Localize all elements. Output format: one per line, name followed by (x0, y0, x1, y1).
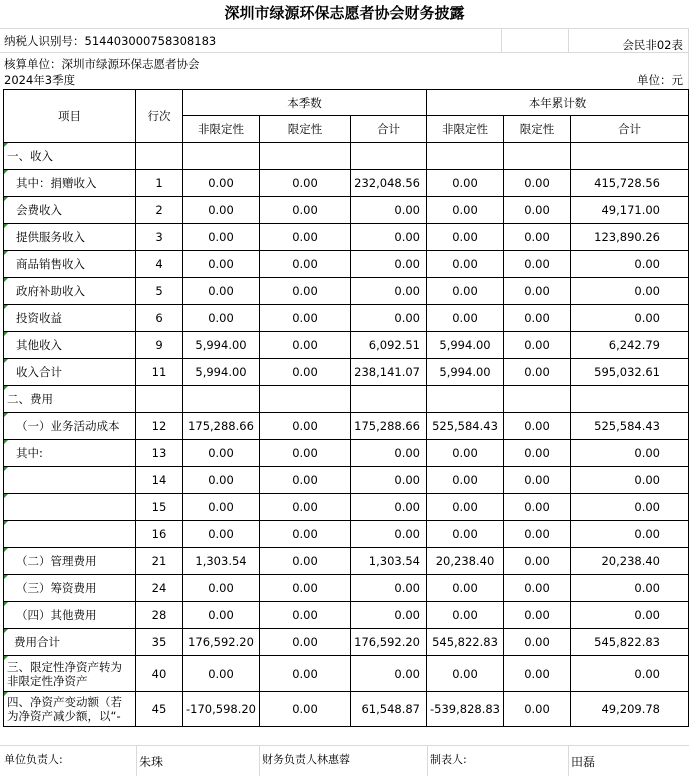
y-unrestricted-cell: 0.00 (427, 251, 504, 278)
row-item: 一、收入 (4, 143, 136, 170)
table-row (4, 143, 689, 170)
table-row (4, 359, 689, 386)
y-restricted-cell: 0.00 (504, 170, 571, 197)
y-unrestricted-cell: 20,238.40 (427, 548, 504, 575)
q-restricted-cell (260, 143, 351, 170)
y-restricted-cell (504, 386, 571, 413)
q-restricted-cell: 0.00 (260, 548, 351, 575)
y-total-cell: 6,242.79 (571, 332, 689, 359)
grid-line (501, 28, 502, 52)
row-item (4, 467, 136, 494)
y-unrestricted-cell: 0.00 (427, 575, 504, 602)
row-line-number: 35 (136, 629, 183, 656)
q-restricted-cell: 0.00 (260, 467, 351, 494)
y-restricted-cell: 0.00 (504, 359, 571, 386)
y-total-cell (571, 386, 689, 413)
q-unrestricted-cell: 0.00 (183, 170, 260, 197)
y-restricted-cell: 0.00 (504, 305, 571, 332)
q-unrestricted-cell: 0.00 (183, 305, 260, 332)
q-unrestricted-cell: 0.00 (183, 602, 260, 629)
table-row (4, 251, 689, 278)
q-restricted-cell: 0.00 (260, 494, 351, 521)
q-unrestricted-cell: 0.00 (183, 494, 260, 521)
table-row (4, 413, 689, 440)
table-row (4, 278, 689, 305)
q-unrestricted-cell: 176,592.20 (183, 629, 260, 656)
table-row (4, 521, 689, 548)
y-total-cell: 0.00 (571, 656, 689, 692)
col-line-header: 行次 (136, 90, 183, 143)
q-unrestricted-cell: 0.00 (183, 575, 260, 602)
q-total-cell: 0.00 (351, 521, 427, 548)
q-restricted-cell: 0.00 (260, 692, 351, 727)
y-restricted-cell: 0.00 (504, 224, 571, 251)
q-unrestricted-cell: 5,994.00 (183, 359, 260, 386)
accounting-unit: 核算单位：深圳市绿源环保志愿者协会 (4, 57, 200, 71)
row-line-number: 1 (136, 170, 183, 197)
y-restricted-cell: 0.00 (504, 197, 571, 224)
y-restricted-cell: 0.00 (504, 413, 571, 440)
y-restricted-cell: 0.00 (504, 656, 571, 692)
y-restricted-cell: 0.00 (504, 629, 571, 656)
y-unrestricted-cell: 0.00 (427, 278, 504, 305)
q-unrestricted-cell (183, 143, 260, 170)
q-total-cell: 0.00 (351, 467, 427, 494)
y-restricted-cell: 0.00 (504, 278, 571, 305)
q-restricted-cell: 0.00 (260, 440, 351, 467)
q-restricted-cell: 0.00 (260, 413, 351, 440)
y-restricted-cell: 0.00 (504, 548, 571, 575)
y-restricted-header: 限定性 (504, 116, 571, 143)
row-item: 二、费用 (4, 386, 136, 413)
q-total-cell (351, 143, 427, 170)
q-total-cell: 0.00 (351, 656, 427, 692)
q-unrestricted-cell: 0.00 (183, 224, 260, 251)
row-item (4, 521, 136, 548)
y-unrestricted-cell: 0.00 (427, 467, 504, 494)
y-total-cell: 0.00 (571, 494, 689, 521)
row-item: 商品销售收入 (4, 251, 136, 278)
report-title: 深圳市绿源环保志愿者协会财务披露 (224, 4, 465, 22)
q-restricted-cell: 0.00 (260, 359, 351, 386)
table-row (4, 440, 689, 467)
table-row (4, 629, 689, 656)
row-line-number: 3 (136, 224, 183, 251)
col-ytd-header: 本年累计数 (427, 90, 689, 116)
row-line-number: 16 (136, 521, 183, 548)
row-item: 政府补助收入 (4, 278, 136, 305)
grid-line (0, 52, 689, 53)
y-total-cell: 0.00 (571, 521, 689, 548)
row-line-number: 28 (136, 602, 183, 629)
row-item: 提供服务收入 (4, 224, 136, 251)
row-item: （四）其他费用 (4, 602, 136, 629)
row-line-number: 4 (136, 251, 183, 278)
y-total-cell: 0.00 (571, 278, 689, 305)
table-row (4, 332, 689, 359)
y-total-cell: 49,171.00 (571, 197, 689, 224)
y-unrestricted-cell: 545,822.83 (427, 629, 504, 656)
q-restricted-cell (260, 386, 351, 413)
q-total-cell: 0.00 (351, 440, 427, 467)
report-period: 2024年3季度 (4, 73, 76, 87)
q-total-cell: 0.00 (351, 305, 427, 332)
row-item: 费用合计 (4, 629, 136, 656)
row-item: 其中: (4, 440, 136, 467)
grid-line (136, 745, 137, 776)
y-total-cell: 20,238.40 (571, 548, 689, 575)
row-item: 其中：捐赠收入 (4, 170, 136, 197)
q-total-cell: 0.00 (351, 224, 427, 251)
y-total-cell: 49,209.78 (571, 692, 689, 727)
y-restricted-cell: 0.00 (504, 251, 571, 278)
y-unrestricted-cell (427, 386, 504, 413)
y-unrestricted-header: 非限定性 (427, 116, 504, 143)
q-total-cell (351, 386, 427, 413)
y-restricted-cell: 0.00 (504, 332, 571, 359)
q-restricted-cell: 0.00 (260, 332, 351, 359)
q-restricted-cell: 0.00 (260, 629, 351, 656)
table-row (4, 494, 689, 521)
q-restricted-cell: 0.00 (260, 656, 351, 692)
y-unrestricted-cell: 0.00 (427, 170, 504, 197)
row-line-number: 2 (136, 197, 183, 224)
row-line-number: 12 (136, 413, 183, 440)
q-unrestricted-cell: 0.00 (183, 467, 260, 494)
row-item: 四、净资产变动额（若为净资产减少额，以“- (4, 692, 136, 727)
grid-line (0, 28, 689, 29)
taxpayer-id: 纳税人识别号：514403000758308183 (4, 34, 217, 48)
y-total-cell: 123,890.26 (571, 224, 689, 251)
table-row (4, 692, 689, 727)
row-line-number: 6 (136, 305, 183, 332)
q-restricted-header: 限定性 (260, 116, 351, 143)
y-total-cell: 545,822.83 (571, 629, 689, 656)
y-total-cell: 0.00 (571, 305, 689, 332)
y-total-cell: 415,728.56 (571, 170, 689, 197)
table-row (4, 305, 689, 332)
q-total-cell: 176,592.20 (351, 629, 427, 656)
q-restricted-cell: 0.00 (260, 305, 351, 332)
q-total-cell: 0.00 (351, 575, 427, 602)
y-total-cell: 525,584.43 (571, 413, 689, 440)
header-row (4, 90, 689, 116)
row-line-number: 9 (136, 332, 183, 359)
q-unrestricted-cell (183, 386, 260, 413)
q-total-cell: 0.00 (351, 251, 427, 278)
row-line-number: 14 (136, 467, 183, 494)
table-row (4, 467, 689, 494)
row-item: （二）管理费用 (4, 548, 136, 575)
y-unrestricted-cell: -539,828.83 (427, 692, 504, 727)
finance-head: 财务负责人林惠蓉 (262, 753, 350, 766)
y-total-cell (571, 143, 689, 170)
y-restricted-cell: 0.00 (504, 575, 571, 602)
q-total-cell: 175,288.66 (351, 413, 427, 440)
q-total-cell: 6,092.51 (351, 332, 427, 359)
q-restricted-cell: 0.00 (260, 224, 351, 251)
table-row (4, 197, 689, 224)
y-total-header: 合计 (571, 116, 689, 143)
q-unrestricted-cell: 5,994.00 (183, 332, 260, 359)
grid-line (259, 745, 260, 776)
row-line-number: 11 (136, 359, 183, 386)
row-line-number: 21 (136, 548, 183, 575)
row-item: 三、限定性净资产转为非限定性净资产 (4, 656, 136, 692)
q-unrestricted-cell: 0.00 (183, 656, 260, 692)
table-row (4, 386, 689, 413)
y-restricted-cell: 0.00 (504, 494, 571, 521)
y-unrestricted-cell: 5,994.00 (427, 332, 504, 359)
q-total-cell: 238,141.07 (351, 359, 427, 386)
q-restricted-cell: 0.00 (260, 575, 351, 602)
preparer-name: 田磊 (571, 755, 596, 769)
table-row (4, 170, 689, 197)
row-item: （一）业务活动成本 (4, 413, 136, 440)
q-restricted-cell: 0.00 (260, 197, 351, 224)
y-restricted-cell: 0.00 (504, 692, 571, 727)
y-unrestricted-cell: 5,994.00 (427, 359, 504, 386)
q-unrestricted-cell: 0.00 (183, 440, 260, 467)
grid-line (427, 745, 428, 776)
y-unrestricted-cell: 0.00 (427, 440, 504, 467)
y-total-cell: 0.00 (571, 467, 689, 494)
y-unrestricted-cell: 0.00 (427, 494, 504, 521)
q-unrestricted-header: 非限定性 (183, 116, 260, 143)
row-line-number (136, 386, 183, 413)
q-total-cell: 0.00 (351, 278, 427, 305)
q-total-cell: 232,048.56 (351, 170, 427, 197)
q-total-cell: 61,548.87 (351, 692, 427, 727)
grid-line (568, 745, 569, 776)
q-unrestricted-cell: 0.00 (183, 278, 260, 305)
q-total-cell: 0.00 (351, 494, 427, 521)
row-line-number: 24 (136, 575, 183, 602)
y-unrestricted-cell: 0.00 (427, 521, 504, 548)
unit-head-name: 朱珠 (139, 755, 164, 769)
unit-head-label: 单位负责人: (4, 753, 63, 766)
y-total-cell: 0.00 (571, 440, 689, 467)
y-unrestricted-cell: 0.00 (427, 602, 504, 629)
table-row (4, 575, 689, 602)
col-item-header: 项目 (4, 90, 136, 143)
y-total-cell: 0.00 (571, 602, 689, 629)
q-restricted-cell: 0.00 (260, 521, 351, 548)
row-line-number: 45 (136, 692, 183, 727)
y-unrestricted-cell: 0.00 (427, 656, 504, 692)
q-unrestricted-cell: 1,303.54 (183, 548, 260, 575)
y-unrestricted-cell: 0.00 (427, 224, 504, 251)
y-total-cell: 0.00 (571, 251, 689, 278)
q-total-header: 合计 (351, 116, 427, 143)
table-row (4, 548, 689, 575)
q-total-cell: 0.00 (351, 602, 427, 629)
y-unrestricted-cell: 0.00 (427, 197, 504, 224)
q-restricted-cell: 0.00 (260, 278, 351, 305)
grid-line (0, 745, 689, 746)
form-code: 会民非02表 (622, 38, 683, 52)
grid-line (568, 28, 569, 52)
table-row (4, 656, 689, 692)
row-item: （三）筹资费用 (4, 575, 136, 602)
y-unrestricted-cell: 0.00 (427, 305, 504, 332)
q-restricted-cell: 0.00 (260, 170, 351, 197)
q-total-cell: 0.00 (351, 197, 427, 224)
row-item: 收入合计 (4, 359, 136, 386)
q-unrestricted-cell: 0.00 (183, 251, 260, 278)
row-line-number: 5 (136, 278, 183, 305)
y-restricted-cell: 0.00 (504, 521, 571, 548)
financial-statement-table (3, 89, 689, 727)
q-restricted-cell: 0.00 (260, 251, 351, 278)
table-row (4, 224, 689, 251)
currency-unit: 单位：元 (637, 73, 683, 87)
y-restricted-cell (504, 143, 571, 170)
table-row (4, 602, 689, 629)
row-line-number: 15 (136, 494, 183, 521)
row-line-number (136, 143, 183, 170)
row-line-number: 40 (136, 656, 183, 692)
q-total-cell: 1,303.54 (351, 548, 427, 575)
y-unrestricted-cell (427, 143, 504, 170)
q-restricted-cell: 0.00 (260, 602, 351, 629)
y-total-cell: 595,032.61 (571, 359, 689, 386)
y-total-cell: 0.00 (571, 575, 689, 602)
y-restricted-cell: 0.00 (504, 467, 571, 494)
row-item: 会费收入 (4, 197, 136, 224)
q-unrestricted-cell: 0.00 (183, 521, 260, 548)
col-quarter-header: 本季数 (183, 90, 427, 116)
preparer-label: 制表人: (430, 753, 467, 766)
y-unrestricted-cell: 525,584.43 (427, 413, 504, 440)
row-line-number: 13 (136, 440, 183, 467)
row-item (4, 494, 136, 521)
row-item: 其他收入 (4, 332, 136, 359)
q-unrestricted-cell: -170,598.20 (183, 692, 260, 727)
row-item: 投资收益 (4, 305, 136, 332)
q-unrestricted-cell: 0.00 (183, 197, 260, 224)
y-restricted-cell: 0.00 (504, 440, 571, 467)
y-restricted-cell: 0.00 (504, 602, 571, 629)
table-body (4, 143, 689, 727)
q-unrestricted-cell: 175,288.66 (183, 413, 260, 440)
